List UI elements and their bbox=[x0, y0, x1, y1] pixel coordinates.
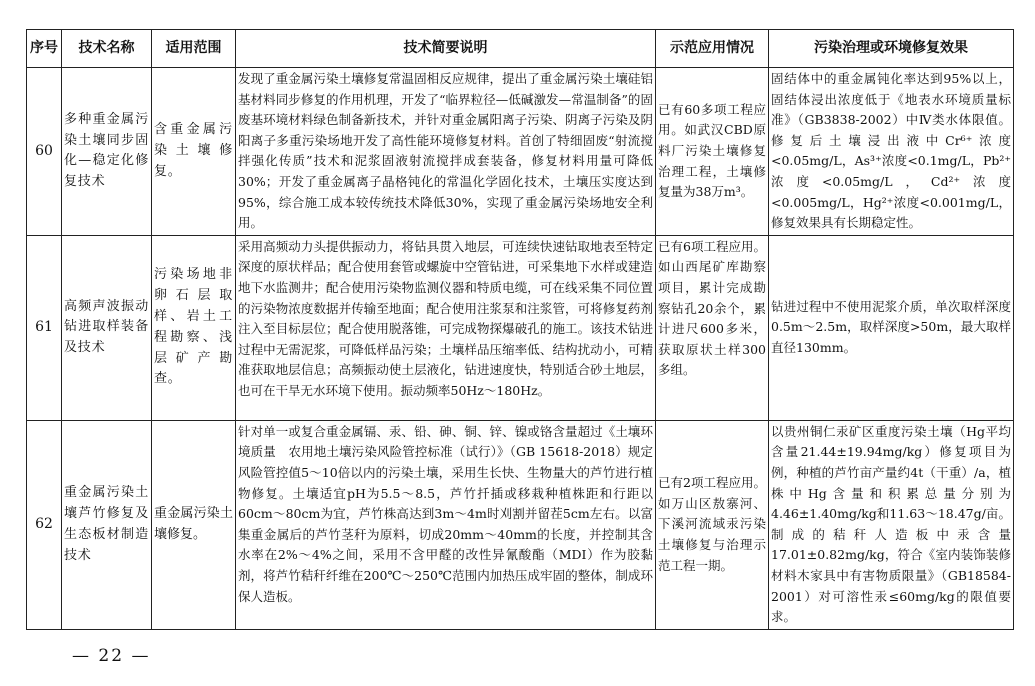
row-number: 60 bbox=[27, 68, 62, 236]
remediation-effect: 以贵州铜仁汞矿区重度污染土壤（Hg平均含量21.44±19.94mg/kg）修复项目为例，种植的芦竹亩产量约4t（干重）/a，植株中Hg含量和积累总量分别为4.46±1.40mg/kg和11.63～18.47g/亩。制成的秸秆人造板中汞含量17.01±0.82mg/kg，符合《室内装饰装修材料木家具中有害物质限量》（GB18584-2001）对可溶性汞≤60mg/kg的限值要求。 bbox=[769, 420, 1014, 629]
remediation-effect: 固结体中的重金属钝化率达到95%以上，固结体浸出浓度低于《地表水环境质量标准》（GB3838-2002）中Ⅳ类水体限值。修复后土壤浸出液中Cr⁶⁺浓度<0.05mg/L，As³⁺浓度<0.1mg/L，Pb²⁺浓度<0.05mg/L，Cd²⁺浓度<0.005mg/L，Hg²⁺浓度<0.001mg/L，修复效果具有长期稳定性。 bbox=[769, 68, 1014, 236]
tech-description: 采用高频动力头提供振动力，将钻具贯入地层，可连续快速钻取地表至特定深度的原状样品；配合使用套管或螺旋中空管钻进，可采集地下水样或建造地下水监测井；配合使用污染物监测仪器和特质电缆，可在线采集不同位置的污染物浓度数据并传输至地面；配合使用注浆泵和注浆管，可将修复药剂注入至目标层位；配合使用脱落锥，可完成物探爆破孔的施工。该技术钻进过程中无需泥浆，可降低样品污染；土壤样品压缩率低、结构扰动小，可精准获取地层信息；高频振动使土层液化，钻进速度快，特别适合砂土地层，也可在干旱无水环境下使用。振动频率50Hz～180Hz。 bbox=[236, 235, 656, 420]
technology-table bbox=[26, 29, 1014, 630]
tech-name: 重金属污染土壤芦竹修复及生态板材制造技术 bbox=[62, 420, 152, 629]
header-tech-name: 技术名称 bbox=[62, 30, 152, 68]
tech-scope: 含重金属污染土壤修复。 bbox=[152, 68, 236, 236]
header-scope: 适用范围 bbox=[152, 30, 236, 68]
header-seq: 序号 bbox=[27, 30, 62, 68]
demo-application: 已有60多项工程应用。如武汉CBD原料厂污染土壤修复治理工程，土壤修复量为38万m³。 bbox=[656, 68, 769, 236]
tech-scope: 污染场地非卵石层取样、岩土工程勘察、浅层矿产勘查。 bbox=[152, 235, 236, 420]
table-row bbox=[27, 235, 1014, 420]
header-demo: 示范应用情况 bbox=[656, 30, 769, 68]
row-number: 61 bbox=[27, 235, 62, 420]
demo-application: 已有6项工程应用。如山西尾矿库勘察项目，累计完成勘察钻孔20余个，累计进尺600多米，获取原状土样300多组。 bbox=[656, 235, 769, 420]
table-row bbox=[27, 68, 1014, 236]
tech-description: 发现了重金属污染土壤修复常温固相反应规律，提出了重金属污染土壤硅铝基材料同步修复的作用机理，开发了“临界粒径—低碱激发—常温制备”的固废基环境材料绿色制备新技术，并针对重金属阳离子污染、阴离子污染及阴阳离子多重污染场地开发了高性能环境修复材料。首创了特细固废“射流搅拌强化传质”技术和泥浆固液射流搅拌成套装备，修复材料用量可降低30%；开发了重金属离子晶格钝化的常温化学固化技术，土壤压实度达到95%，综合施工成本较传统技术降低30%，实现了重金属污染场地安全利用。 bbox=[236, 68, 656, 236]
header-effect: 污染治理或环境修复效果 bbox=[769, 30, 1014, 68]
page-number: — 22 — bbox=[72, 646, 151, 666]
header-description: 技术简要说明 bbox=[236, 30, 656, 68]
tech-description: 针对单一或复合重金属镉、汞、铅、砷、铜、锌、镍或铬含量超过《土壤环境质量 农用地土壤污染风险管控标准（试行）》（GB 15618-2018）规定风险管控值5～10倍以内的污染土壤，采用生长快、生物量大的芦竹进行植物修复。土壤适宜pH为5.5～8.5，芦竹扦插或移栽种植株距和行距以60cm～80cm为宜，芦竹株高达到3m～4m时刈割并留茬5cm左右。以富集重金属后的芦竹茎秆为原料，切成20mm～40mm的长度，并控制其含水率在2%～4%之间，采用不含甲醛的改性异氰酸酯（MDI）作为胶黏剂，将芦竹秸秆纤维在200℃～250℃范围内加热压成牢固的整体，制成环保人造板。 bbox=[236, 420, 656, 629]
table-row bbox=[27, 420, 1014, 629]
remediation-effect: 钻进过程中不使用泥浆介质，单次取样深度0.5m～2.5m，取样深度>50m，最大取样直径130mm。 bbox=[769, 235, 1014, 420]
tech-scope: 重金属污染土壤修复。 bbox=[152, 420, 236, 629]
demo-application: 已有2项工程应用。如万山区敖寨河、下溪河流域汞污染土壤修复与治理示范工程一期。 bbox=[656, 420, 769, 629]
table-header-row bbox=[27, 30, 1014, 68]
row-number: 62 bbox=[27, 420, 62, 629]
tech-name: 多种重金属污染土壤同步固化—稳定化修复技术 bbox=[62, 68, 152, 236]
tech-name: 高频声波振动钻进取样装备及技术 bbox=[62, 235, 152, 420]
